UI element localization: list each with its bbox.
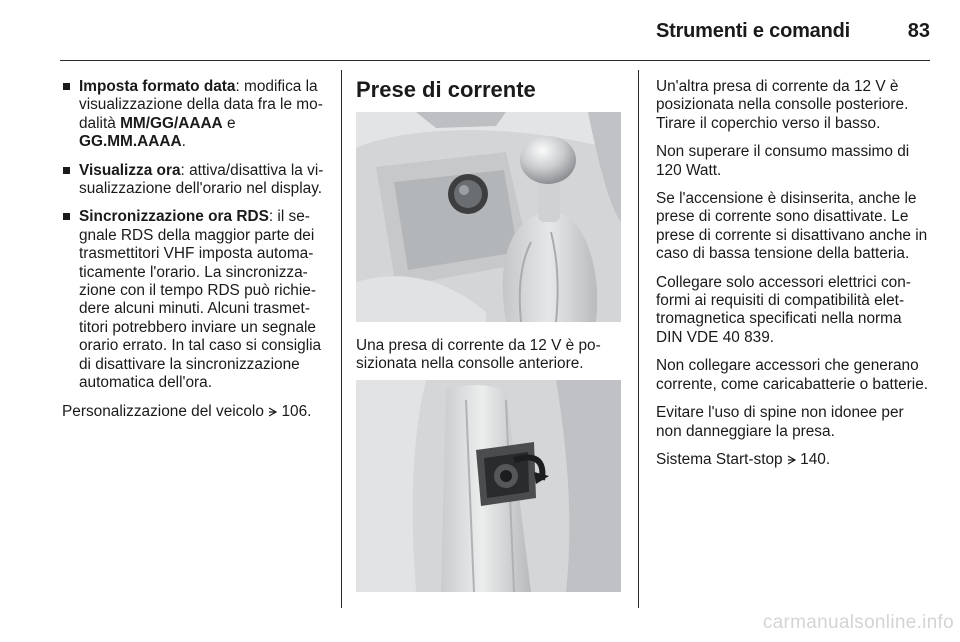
page-header-title: Strumenti e comandi	[655, 20, 850, 42]
crossref-page[interactable]: 140.	[800, 450, 831, 468]
date-format-period: .	[181, 133, 186, 151]
front-console-socket-photo	[356, 112, 621, 322]
right-column	[656, 78, 932, 479]
middle-column	[356, 76, 626, 104]
date-format-option-1: MM/GG/AAAA	[120, 114, 223, 132]
term-show-time: Visualizza ora	[79, 161, 181, 179]
crossref-start-stop[interactable]	[656, 451, 932, 469]
page-number: 83	[907, 20, 930, 42]
column-divider-right	[638, 70, 639, 608]
left-column	[62, 78, 330, 431]
paragraph-ignition-off: Se l'accensione è disinserita, anche le prese di corrente sono disattivate. Le prese di corrente si disattivano anche in caso di bassa tensione della batteria.	[656, 190, 928, 263]
paragraph-no-generators: Non collegare accessori che generano corrente, come caricabatterie o batterie.	[656, 357, 929, 393]
front-socket-caption	[356, 337, 631, 384]
crossref-page[interactable]: 106.	[281, 402, 312, 420]
paragraph-plug-warning: Evitare l'uso di spine non idonee per non danneggiare la presa.	[656, 404, 904, 440]
site-watermark: carmanualsonline.info	[762, 612, 954, 633]
list-item-rds-sync	[62, 208, 330, 392]
list-item-date-format	[62, 78, 330, 152]
list-item-show-time	[62, 162, 330, 199]
page-reference-arrow-icon	[268, 407, 277, 417]
date-format-option-2: GG.MM.AAAA	[79, 133, 182, 151]
page-reference-arrow-icon	[787, 455, 796, 465]
section-title: Prese di corrente	[356, 77, 536, 102]
column-divider-left	[341, 70, 342, 608]
paragraph-max-power: Non superare il consumo massimo di 120 Watt.	[656, 143, 910, 179]
date-format-connector: e	[222, 114, 236, 132]
paragraph-rear-socket: Un'altra presa di corrente da 12 V è posizionata nella consolle posteriore. Tirare il coperchio verso il basso.	[656, 78, 909, 132]
settings-list	[62, 78, 330, 393]
paragraph-emc-requirements: Collegare solo accessori elettrici conformi ai requisiti di compatibilità elettromagnetica specificati nella norma DIN VDE 40 839.	[656, 273, 911, 346]
header-divider	[60, 60, 930, 61]
show-time-description: : attiva/disattiva la visualizzazione dell'orario nel display.	[79, 161, 324, 198]
term-date-format: Imposta formato data	[79, 78, 236, 95]
crossref-text[interactable]: Personalizzazione del veicolo	[62, 402, 264, 420]
date-format-description: : modifica la visualizzazione della data fra le modalità	[79, 78, 323, 132]
rear-console-socket-photo	[356, 380, 621, 592]
crossref-text[interactable]: Sistema Start-stop	[656, 450, 783, 468]
term-rds-sync: Sincronizzazione ora RDS	[79, 208, 269, 226]
rds-sync-description: : il segnale RDS della maggior parte dei trasmettitori VHF imposta automaticamente l'orario. La sincronizzazione con il tempo RDS può richiedere alcuni minuti. Alcuni trasmettitori potrebbero inviare un segnale orario errato. In tal caso si consiglia di disattivare la sincronizzazione automatica dell'ora.	[79, 208, 322, 392]
crossref-vehicle-personalization[interactable]	[62, 403, 330, 421]
caption-text: Una presa di corrente da 12 V è posizionata nella consolle anteriore.	[356, 337, 601, 373]
